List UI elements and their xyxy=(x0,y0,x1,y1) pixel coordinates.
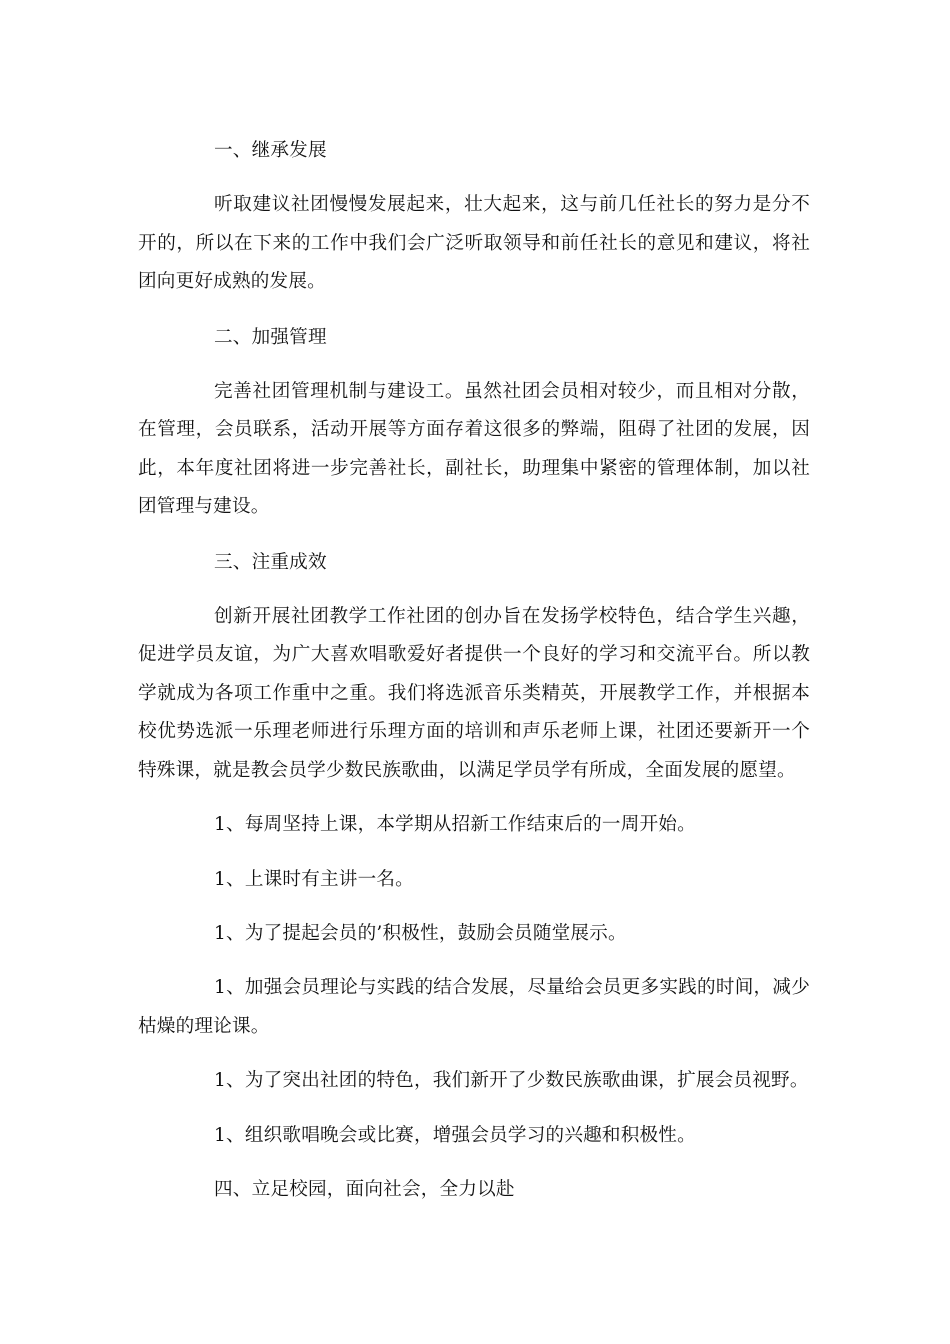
section-heading-strengthen-management: 二、加强管理 xyxy=(214,326,327,348)
paragraph-focus-results: 创新开展社团教学工作社团的创办旨在发扬学校特色，结合学生兴趣，促进学员友谊，为广大喜欢唱歌爱好者提供一个良好的学习和交流平台。所以教学就成为各项工作重中之重。我们将选派音乐类精英，开展教学工作，并根据本校优势选派一乐理老师进行乐理方面的培训和声乐老师上课，社团还要新开一个特殊课，就是教会员学少数民族歌曲，以满足学员学有所成，全面发展的愿望。 xyxy=(138,606,810,781)
list-item: 1、上课时有主讲一名。 xyxy=(214,868,414,890)
list-item: 1、为了提起会员的’积极性，鼓励会员随堂展示。 xyxy=(214,922,627,944)
list-item: 1、组织歌唱晚会或比赛，增强会员学习的兴趣和积极性。 xyxy=(214,1124,696,1146)
section-heading-focus-results: 三、注重成效 xyxy=(214,551,327,573)
list-item: 1、加强会员理论与实践的结合发展，尽量给会员更多实践的时间，减少枯燥的理论课。 xyxy=(138,977,810,1037)
paragraph-inherit-develop: 听取建议社团慢慢发展起来，壮大起来，这与前几任社长的努力是分不开的，所以在下来的工作中我们会广泛听取领导和前任社长的意见和建议，将社团向更好成熟的发展。 xyxy=(138,194,810,293)
list-item: 1、每周坚持上课，本学期从招新工作结束后的一周开始。 xyxy=(214,814,696,836)
section-heading-campus-society: 四、立足校园，面向社会，全力以赴 xyxy=(214,1178,515,1200)
paragraph-strengthen-management: 完善社团管理机制与建设工。虽然社团会员相对较少，而且相对分散，在管理，会员联系，活动开展等方面存着这很多的弊端，阻碍了社团的发展，因此，本年度社团将进一步完善社长，副社长，助理集中紧密的管理体制，加以社团管理与建设。 xyxy=(138,381,810,518)
section-heading-inherit-develop: 一、继承发展 xyxy=(214,140,327,161)
document-body xyxy=(138,132,810,1209)
list-item: 1、为了突出社团的特色，我们新开了少数民族歌曲课，扩展会员视野。 xyxy=(214,1070,809,1092)
